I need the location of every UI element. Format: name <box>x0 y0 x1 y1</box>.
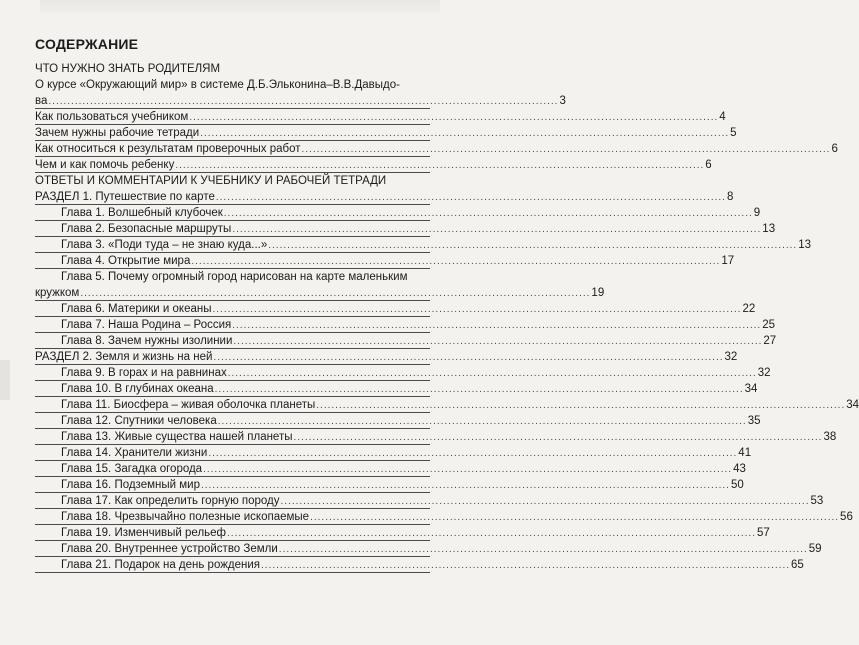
leader-dots: ............................................................................................................................................ <box>232 224 762 235</box>
table-of-contents <box>35 36 859 573</box>
toc-entry-page: 4 <box>719 111 726 123</box>
leader-dots: ............................................................................................................................................ <box>214 384 744 395</box>
toc-entry-title: Глава 8. Зачем нужны изолинии <box>61 335 233 347</box>
toc-entry-page: 34 <box>846 399 859 411</box>
page-edge-shadow <box>0 360 10 400</box>
toc-section-2[interactable] <box>35 349 738 365</box>
toc-section-1-chapters <box>35 205 811 269</box>
toc-entry-page: 27 <box>763 335 777 347</box>
toc-entry[interactable] <box>35 141 838 157</box>
toc-entry-page: 22 <box>742 303 756 315</box>
leader-dots: ....................................................................................................................................... <box>213 352 724 363</box>
toc-entry[interactable] <box>35 125 737 141</box>
toc-entry-title: Чем и как помочь ребенку <box>35 159 175 171</box>
leader-dots: ............................................................................................................................................ <box>191 256 721 267</box>
leader-dots: ............................................................................................................................................ <box>208 448 738 459</box>
toc-entry-page: 43 <box>733 463 746 475</box>
leader-dots: ............................................................................................................................................ <box>301 144 831 155</box>
leader-dots: ............................................................................................................................................ <box>189 112 719 123</box>
toc-intro-list <box>35 109 838 173</box>
toc-entry-page: 56 <box>840 511 853 523</box>
leader-dots: ....................................................................................................................................... <box>215 192 726 203</box>
toc-entry[interactable] <box>35 237 811 253</box>
toc-entry-title: ва <box>35 95 48 107</box>
leader-dots: ............................................................................................................................................ <box>268 240 798 251</box>
toc-entry[interactable] <box>35 461 746 477</box>
leader-dots: ............................................................................................................................................ <box>217 416 747 427</box>
leader-dots: ............................................................................................................................................ <box>310 512 840 523</box>
leader-dots: ............................................................................................................................................ <box>203 464 733 475</box>
toc-entry[interactable] <box>35 397 859 413</box>
toc-entry-title: Глава 13. Живые существа нашей планеты <box>61 431 293 443</box>
toc-entry[interactable] <box>35 557 804 573</box>
toc-section-1-chapters-b <box>35 301 777 349</box>
leader-dots: ............................................................................................................................................ <box>200 128 730 139</box>
leader-dots: ............................................................................................................................................ <box>212 304 742 315</box>
toc-entry[interactable] <box>35 109 726 125</box>
toc-entry-title: Глава 2. Безопасные маршруты <box>61 223 232 235</box>
toc-entry-title: Глава 18. Чрезвычайно полезные ископаемые <box>61 511 310 523</box>
toc-entry-title: Глава 14. Хранители жизни <box>61 447 208 459</box>
bleed-through-top <box>40 0 440 14</box>
toc-entry-page: 6 <box>831 143 838 155</box>
toc-entry[interactable] <box>35 477 744 493</box>
toc-entry-page: 35 <box>747 415 761 427</box>
toc-entry[interactable] <box>35 413 761 429</box>
toc-entry[interactable] <box>35 301 756 317</box>
toc-entry-chapter5[interactable] <box>35 285 605 301</box>
toc-entry-page: 13 <box>762 223 776 235</box>
toc-entry[interactable] <box>35 381 758 397</box>
toc-entry-page: 5 <box>730 127 737 139</box>
toc-entry-title: Глава 16. Подземный мир <box>61 479 200 491</box>
bleed-through-bottom <box>150 590 420 638</box>
toc-entry[interactable] <box>35 317 776 333</box>
toc-entry-about-line1: О курсе «Окружающий мир» в системе Д.Б.Эльконина–В.В.Давыдо- <box>35 79 400 91</box>
leader-dots: ....................................................................................................................................... <box>48 96 559 107</box>
toc-entry-title: кружком <box>35 287 80 299</box>
toc-entry-title: Глава 3. «Поди туда – не знаю куда...» <box>61 239 268 251</box>
toc-entry-title: РАЗДЕЛ 2. Земля и жизнь на ней <box>35 351 213 363</box>
toc-entry-page: 53 <box>810 495 824 507</box>
toc-entry-title: Глава 19. Изменчивый рельеф <box>61 527 227 539</box>
toc-entry-page: 59 <box>808 543 822 555</box>
leader-dots: ............................................................................................................................................ <box>278 544 808 555</box>
toc-entry-page: 13 <box>798 239 811 251</box>
toc-entry[interactable] <box>35 157 712 173</box>
leader-dots: ............................................................................................................................................ <box>232 320 762 331</box>
leader-dots: ............................................................................................................................................ <box>293 432 823 443</box>
toc-entry-page: 32 <box>724 351 738 363</box>
leader-dots: ............................................................................................................................................ <box>175 160 705 171</box>
toc-entry-title: Как относиться к результатам проверочных работ <box>35 143 301 155</box>
toc-entry-page: 65 <box>791 559 804 571</box>
toc-entry-title: Глава 10. В глубинах океана <box>61 383 214 395</box>
toc-entry-title: РАЗДЕЛ 1. Путешествие по карте <box>35 191 215 203</box>
toc-entry-page: 9 <box>753 207 761 219</box>
toc-entry-title: Глава 6. Материки и океаны <box>61 303 212 315</box>
toc-entry-title: Глава 17. Как определить горную породу <box>61 495 280 507</box>
toc-entry-title: Глава 21. Подарок на день рождения <box>61 559 261 571</box>
toc-entry-title: Глава 9. В горах и на равнинах <box>61 367 227 379</box>
toc-entry[interactable] <box>35 221 776 237</box>
toc-entry-title: Как пользоваться учебником <box>35 111 189 123</box>
leader-dots: ............................................................................................................................................ <box>261 560 790 571</box>
toc-entry-about[interactable] <box>35 93 566 109</box>
toc-entry-page: 57 <box>756 527 770 539</box>
toc-entry[interactable] <box>35 541 822 557</box>
page-title: СОДЕРЖАНИЕ <box>35 36 139 52</box>
toc-entry-page: 6 <box>705 159 712 171</box>
section-title-answers: ОТВЕТЫ И КОММЕНТАРИИ К УЧЕБНИКУ И РАБОЧЕЙ ТЕТРАДИ <box>35 175 387 187</box>
leader-dots: ............................................................................................................................................ <box>233 336 763 347</box>
leader-dots: ............................................................................................................................................ <box>280 496 810 507</box>
toc-entry-page: 19 <box>591 287 605 299</box>
toc-entry-title: Глава 1. Волшебный клубочек <box>61 207 223 219</box>
toc-entry[interactable] <box>35 253 735 269</box>
toc-entry-title: Зачем нужны рабочие тетради <box>35 127 200 139</box>
toc-entry-page: 32 <box>757 367 771 379</box>
toc-entry-chapter5-line1: Глава 5. Почему огромный город нарисован на карте маленьким <box>61 271 408 283</box>
toc-entry-title: Глава 15. Загадка огорода <box>61 463 203 475</box>
leader-dots: ............................................................................................................................................ <box>227 368 757 379</box>
toc-section-2-chapters <box>35 365 859 573</box>
toc-entry-page: 17 <box>721 255 735 267</box>
leader-dots: ............................................................................................................................................ <box>200 480 730 491</box>
toc-entry-title: Глава 12. Спутники человека <box>61 415 217 427</box>
toc-entry[interactable] <box>35 445 752 461</box>
toc-entry-page: 25 <box>762 319 776 331</box>
toc-entry-page: 3 <box>559 95 566 107</box>
leader-dots: ....................................................................................................................................... <box>80 288 591 299</box>
toc-entry-title: Глава 4. Открытие мира <box>61 255 191 267</box>
leader-dots: ............................................................................................................................................ <box>223 208 753 219</box>
toc-entry[interactable] <box>35 333 777 349</box>
toc-entry-title: Глава 20. Внутреннее устройство Земли <box>61 543 278 555</box>
toc-entry-page: 34 <box>744 383 758 395</box>
toc-entry[interactable] <box>35 509 853 525</box>
leader-dots: ............................................................................................................................................ <box>227 528 756 539</box>
toc-entry[interactable] <box>35 525 770 541</box>
toc-entry[interactable] <box>35 429 837 445</box>
toc-entry-title: Глава 11. Биосфера – живая оболочка планеты <box>61 399 316 411</box>
toc-entry-page: 8 <box>726 191 734 203</box>
leader-dots: ............................................................................................................................................ <box>316 400 846 411</box>
toc-section-1[interactable] <box>35 189 734 205</box>
toc-entry[interactable] <box>35 493 824 509</box>
section-title-parents: ЧТО НУЖНО ЗНАТЬ РОДИТЕЛЯМ <box>35 63 221 75</box>
toc-entry[interactable] <box>35 205 761 221</box>
toc-entry-page: 41 <box>738 447 752 459</box>
toc-entry-page: 38 <box>823 431 837 443</box>
toc-entry-title: Глава 7. Наша Родина – Россия <box>61 319 232 331</box>
toc-entry-page: 50 <box>730 479 744 491</box>
toc-entry[interactable] <box>35 365 771 381</box>
